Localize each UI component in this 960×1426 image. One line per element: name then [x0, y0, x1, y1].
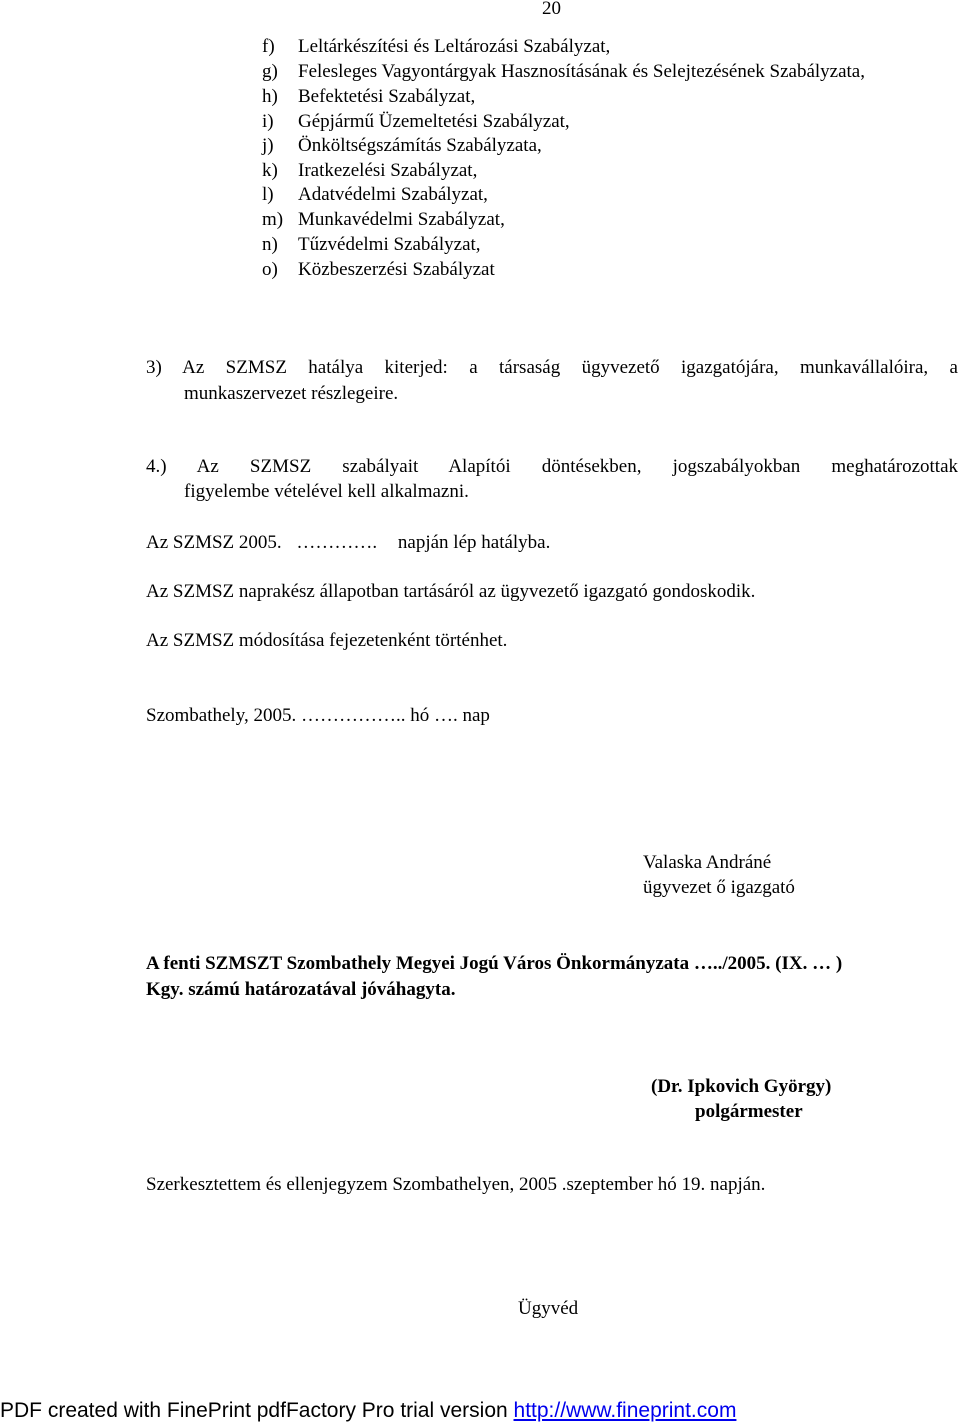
section-3-line-2: munkaszervezet részlegeire. — [184, 383, 399, 404]
lawyer-label: Ügyvéd — [518, 1298, 579, 1319]
list-item: j) Önköltségszámítás Szabályzata, — [262, 135, 542, 156]
list-item: k) Iratkezelési Szabályzat, — [262, 160, 478, 181]
mayor-name: (Dr. Ipkovich György) — [651, 1076, 832, 1097]
maintenance-paragraph: Az SZMSZ naprakész állapotban tartásáról az ügyvezető igazgató gondoskodik. — [146, 581, 756, 602]
pdf-footer — [0, 1398, 960, 1423]
effective-date-line: Az SZMSZ 2005. …………. napján lép hatályba. — [146, 532, 551, 553]
list-item: l) Adatvédelmi Szabályzat, — [262, 184, 488, 205]
approval-line-1: A fenti SZMSZT Szombathely Megyei Jogú Város Önkormányzata …../2005. (IX. … ) — [146, 953, 843, 974]
signer-name: Valaska Andráné — [643, 852, 772, 873]
section-3-line-1: 3) Az SZMSZ hatálya kiterjed: a társaság ügyvezető igazgatójára, munkavállalóira, a — [146, 357, 958, 378]
list-item: g) Felesleges Vagyontárgyak Hasznosításának és Selejtezésének Szabályzata, — [262, 61, 865, 82]
list-item: m) Munkavédelmi Szabályzat, — [262, 209, 505, 230]
place-date-line: Szombathely, 2005. …………….. hó …. nap — [146, 705, 490, 726]
list-item: o) Közbeszerzési Szabályzat — [262, 259, 495, 280]
approval-line-2: Kgy. számú határozatával jóváhagyta. — [146, 979, 456, 1000]
section-4-line-2: figyelembe vételével kell alkalmazni. — [184, 481, 469, 502]
list-item: h) Befektetési Szabályzat, — [262, 86, 476, 107]
page-number: 20 — [542, 0, 561, 19]
list-item: f) Leltárkészítési és Leltározási Szabályzat, — [262, 36, 611, 57]
signer-title: ügyvezet ő igazgató — [643, 877, 795, 898]
countersign-paragraph: Szerkesztettem és ellenjegyzem Szombathelyen, 2005 .szeptember hó 19. napján. — [146, 1174, 766, 1195]
list-item: i) Gépjármű Üzemeltetési Szabályzat, — [262, 111, 570, 132]
section-4-line-1: 4.) Az SZMSZ szabályait Alapítói döntésekben, jogszabályokban meghatározottak — [146, 456, 958, 477]
list-item: n) Tűzvédelmi Szabályzat, — [262, 234, 481, 255]
amendment-paragraph: Az SZMSZ módosítása fejezetenként történhet. — [146, 630, 508, 651]
footer-link[interactable]: http://www.fineprint.com — [513, 1399, 737, 1422]
mayor-title: polgármester — [695, 1101, 803, 1122]
footer-text: PDF created with FinePrint pdfFactory Pro trial version — [0, 1399, 514, 1422]
